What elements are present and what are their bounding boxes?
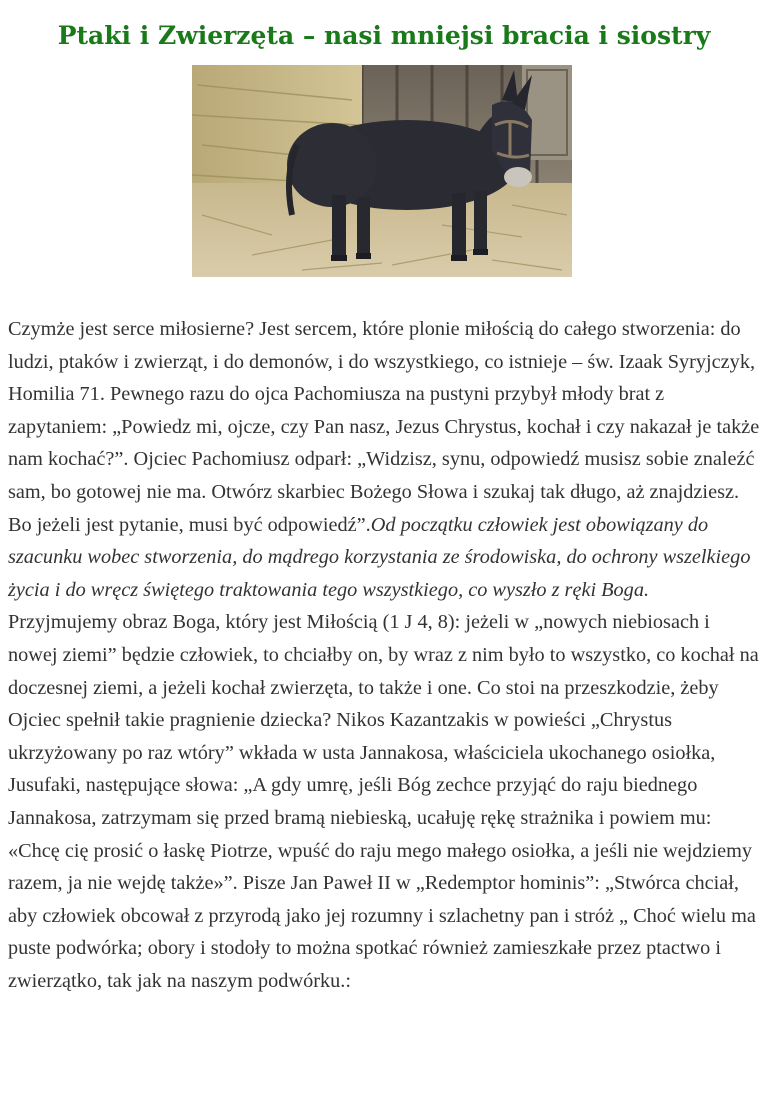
article-text-italic: Od początku człowiek jest obowiązany do szacunku wobec stworzenia, do mądrego korzystania ze środowiska, do ochrony wszelkiego życia i do wręcz świętego traktowania tego wszystkiego, co wyszło z ręki Boga.: [8, 513, 751, 601]
donkey-photo: [192, 65, 572, 277]
article-text-part2: Przyjmujemy obraz Boga, który jest Miłością (1 J 4, 8): jeżeli w „nowych niebiosach i nowej ziemi” będzie człowiek, to chciałby on, by wraz z nim było to wszystko, co kochał na doczesnej ziemi, a jeżeli kochał zwierzęta, to także i one. Co stoi na przeszkodzie, żeby Ojciec spełnił takie pragnienie dziecka? Nikos Kazantzakis w powieści „Chrystus ukrzyżowany po raz wtóry” wkłada w usta Jannakosa, właściciela ukochanego osiołka, Jusufaki, następujące słowa: „A gdy umrę, jeśli Bóg zechce przyjąć do raju biednego Jannakosa, zatrzymam się przed bramą niebieską, ucałuję rękę strażnika i powiem mu: «Chcę cię prosić o łaskę Piotrze, wpuść do raju mego małego osiołka, a jeśli nie wejdziemy razem, ja nie wejdę także»”. Pisze Jan Paweł II w „Redemptor hominis”: „Stwórca chciał, aby człowiek obcował z przyrodą jako jej rozumny i szlachetny pan i stróż „ Choć wielu ma puste podwórka; obory i stodoły to można spotkać również zamieszkałe przez ptactwo i zwierzątko, tak jak na naszym podwórku.:: [8, 611, 759, 992]
article-text: [8, 313, 760, 997]
page-title: Ptaki i Zwierzęta – nasi mniejsi bracia i siostry: [57, 21, 711, 50]
article-text-part1: Czymże jest serce miłosierne? Jest sercem, które plonie miłością do całego stworzenia: do ludzi, ptaków i zwierząt, i do demonów, i do wszystkiego, co istnieje – św. Izaak Syryjczyk, Homilia 71. Pewnego razu do ojca Pachomiusza na pustyni przybył młody brat z zapytaniem: „Powiedz mi, ojcze, czy Pan nasz, Jezus Chrystus, kochał i czy nakazał je także nam kochać?”. Ojciec Pachomiusz odparł: „Widzisz, synu, odpowiedź musisz sobie znaleźć sam, bo gotowej nie ma. Otwórz skarbiec Bożego Słowa i szukaj tak długo, aż znajdziesz. Bo jeżeli jest pytanie, musi być odpowiedź”.: [8, 318, 760, 536]
